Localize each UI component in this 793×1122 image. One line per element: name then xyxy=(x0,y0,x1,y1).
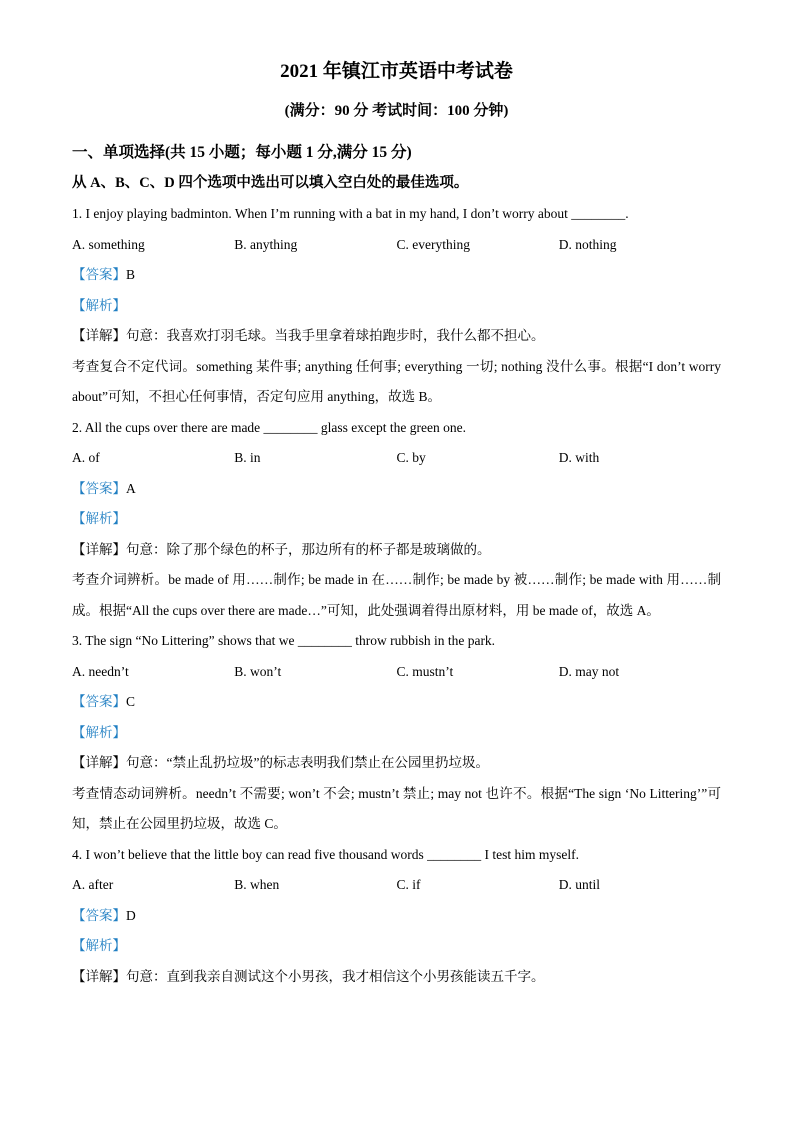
analysis-paragraph: 考查复合不定代词。something 某件事; anything 任何事; everything 一切; nothing 没什么事。根据“I don’t worry about”可知，不担心任何事情，否定句应用 anything，故选 B。 xyxy=(72,358,721,404)
analysis-line xyxy=(72,931,721,962)
page-title: 2021 年镇江市英语中考试卷 xyxy=(280,61,513,82)
answer-value: B xyxy=(126,267,136,282)
analysis-label: 【解析】 xyxy=(72,938,126,953)
option: A. of xyxy=(72,450,100,465)
options-row xyxy=(72,230,721,261)
question-block xyxy=(72,413,721,627)
answer-line xyxy=(72,901,721,932)
questions xyxy=(72,199,721,992)
options-row xyxy=(72,443,721,474)
question-block xyxy=(72,840,721,993)
option: B. won’t xyxy=(234,663,282,679)
exam-score-time: (满分：90 分 考试时间：100 分钟) xyxy=(284,103,509,119)
option: C. by xyxy=(396,450,426,465)
answer-line xyxy=(72,260,721,291)
answer-value: C xyxy=(126,694,136,709)
analysis-label: 【解析】 xyxy=(72,297,126,313)
detail-line: 【详解】句意：我喜欢打羽毛球。当我手里拿着球拍跑步时，我什么都不担心。 xyxy=(72,328,545,343)
detail-line: 【详解】句意：直到我亲自测试这个小男孩，我才相信这个小男孩能读五千字。 xyxy=(72,968,545,984)
section-instruction: 从 A、B、C、D 四个选项中选出可以填入空白处的最佳选项。 xyxy=(72,175,469,191)
option: C. if xyxy=(396,877,421,892)
analysis-paragraph: 考查情态动词辨析。needn’t 不需要; won’t 不会; mustn’t 禁止; may not 也许不。根据“The sign ‘No Littering’”可知，禁止在公园里扔垃圾，故选 C。 xyxy=(72,785,721,831)
option: D. until xyxy=(558,877,601,892)
option: C. everything xyxy=(396,236,470,252)
option: B. anything xyxy=(234,236,298,252)
option: D. nothing xyxy=(558,236,617,252)
question-stem: 2. All the cups over there are made ________ glass except the green one. xyxy=(72,419,466,435)
detail-line: 【详解】句意：除了那个绿色的杯子，那边所有的杯子都是玻璃做的。 xyxy=(72,541,491,557)
question-stem: 3. The sign “No Littering” shows that we ________ throw rubbish in the park. xyxy=(72,633,496,648)
options-row xyxy=(72,657,721,688)
analysis-label: 【解析】 xyxy=(72,724,126,740)
question-block xyxy=(72,199,721,413)
option: D. may not xyxy=(558,663,620,679)
analysis-line xyxy=(72,504,721,535)
answer-label: 【答案】 xyxy=(72,907,126,923)
analysis-paragraph: 考查介词辨析。be made of 用……制作; be made in 在……制作; be made by 被……制作; be made with 用……制成。根据“All the cups over there are made…”可知，此处强调着得出原材料，用 be made of，故选 A。 xyxy=(72,572,721,618)
answer-line xyxy=(72,687,721,718)
question-stem: 4. I won’t believe that the little boy can read five thousand words ________ I test him myself. xyxy=(72,846,580,862)
section-heading: 一、单项选择(共 15 小题；每小题 1 分,满分 15 分) xyxy=(72,144,412,161)
option: A. after xyxy=(72,877,114,892)
answer-line xyxy=(72,474,721,505)
question-block xyxy=(72,626,721,840)
option: B. in xyxy=(234,450,261,465)
analysis-label: 【解析】 xyxy=(72,511,126,526)
option: A. needn’t xyxy=(72,663,129,679)
analysis-line xyxy=(72,291,721,322)
answer-value: A xyxy=(126,480,136,496)
option: A. something xyxy=(72,236,145,252)
option: B. when xyxy=(234,877,280,892)
option: C. mustn’t xyxy=(396,663,454,679)
answer-value: D xyxy=(126,907,136,923)
analysis-line xyxy=(72,718,721,749)
answer-label: 【答案】 xyxy=(72,694,126,709)
option: D. with xyxy=(558,450,600,465)
answer-label: 【答案】 xyxy=(72,480,126,496)
question-stem: 1. I enjoy playing badminton. When I’m running with a bat in my hand, I don’t worry about ________. xyxy=(72,206,629,221)
detail-line: 【详解】句意：“禁止乱扔垃圾”的标志表明我们禁止在公园里扔垃圾。 xyxy=(72,755,489,770)
options-row xyxy=(72,870,721,901)
answer-label: 【答案】 xyxy=(72,267,126,282)
